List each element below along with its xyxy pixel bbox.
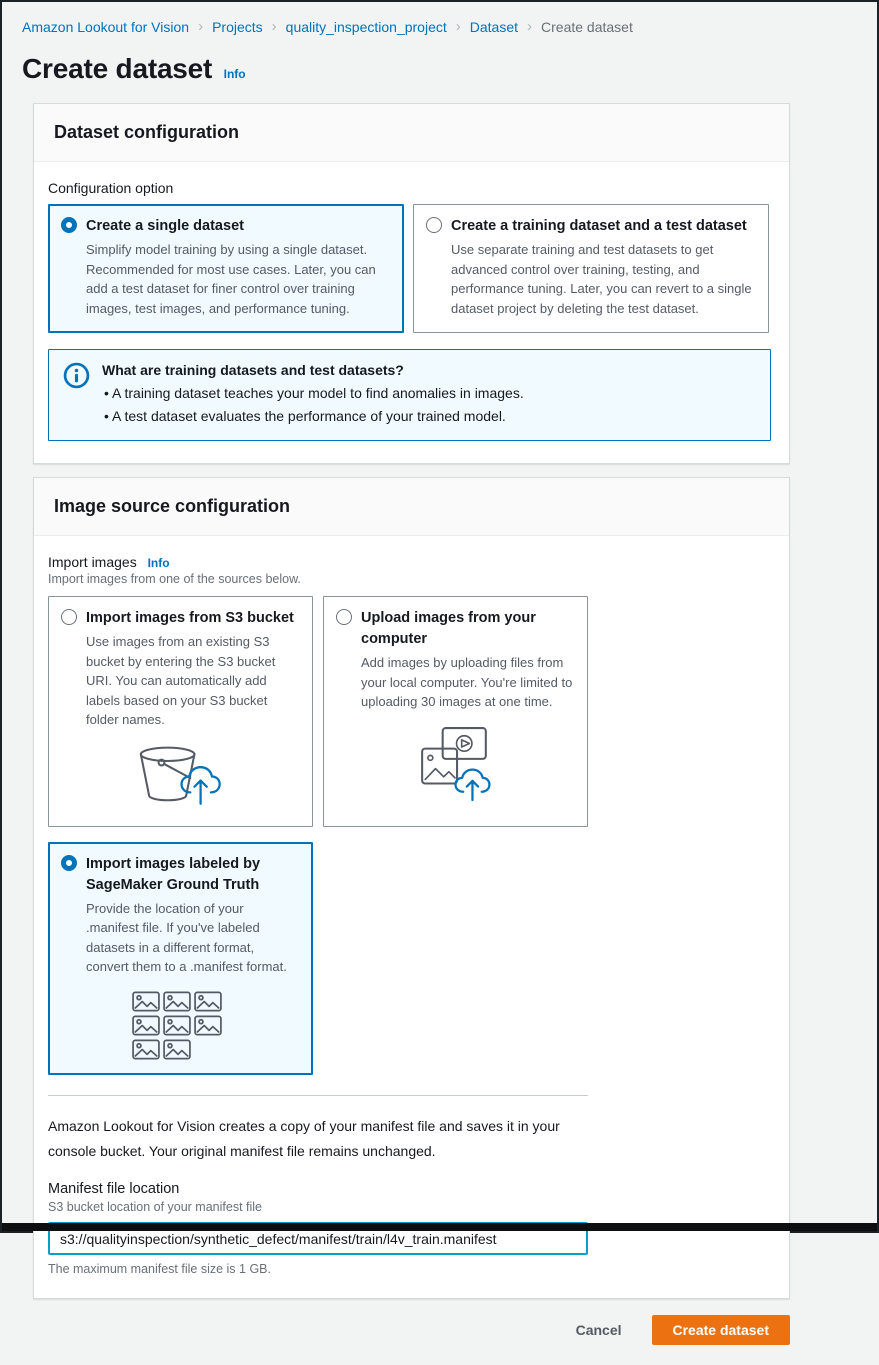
media-upload-icon bbox=[336, 726, 573, 802]
breadcrumb-separator-icon: › bbox=[271, 18, 277, 35]
breadcrumb-separator-icon: › bbox=[527, 18, 533, 35]
tile-title: Upload images from your computer bbox=[361, 610, 536, 648]
alert-bullet: • A training dataset teaches your model to find anomalies in images. bbox=[104, 385, 524, 401]
page-title-info-link[interactable]: Info bbox=[223, 67, 246, 81]
image-source-header bbox=[34, 478, 789, 536]
breadcrumb-link-dataset[interactable]: Dataset bbox=[469, 18, 519, 35]
tile-description: Simplify model training by using a single dataset. Recommended for most use cases. Later, you can add a test dataset for finer control over training images, test images, and performance tuning. bbox=[86, 242, 376, 316]
tile-description: Use images from an existing S3 bucket by entering the S3 bucket URI. You can automatically add labels based on your S3 bucket folder names. bbox=[86, 634, 276, 728]
image-source-panel bbox=[33, 477, 790, 1299]
datasets-info-alert bbox=[48, 349, 771, 441]
image-grid-icon bbox=[61, 991, 298, 1060]
alert-bullet: • A test dataset evaluates the performance of your trained model. bbox=[104, 408, 524, 424]
manifest-location-label: Manifest file location bbox=[48, 1181, 180, 1198]
manifest-size-hint: The maximum manifest file size is 1 GB. bbox=[48, 1262, 271, 1277]
breadcrumb-separator-icon: › bbox=[198, 18, 204, 35]
dataset-configuration-title: Dataset configuration bbox=[54, 122, 240, 142]
dataset-configuration-header bbox=[34, 104, 789, 162]
dataset-configuration-panel bbox=[33, 103, 790, 464]
tile-description: Provide the location of your .manifest file. If you've labeled datasets in a different format, convert them to a .manifest format. bbox=[86, 900, 287, 975]
tile-single-dataset[interactable] bbox=[48, 204, 404, 333]
s3-bucket-upload-icon bbox=[61, 744, 298, 812]
form-actions bbox=[22, 1315, 790, 1365]
configuration-option-label: Configuration option bbox=[48, 180, 174, 196]
import-s3-radio[interactable] bbox=[61, 609, 77, 625]
upload-computer-radio[interactable] bbox=[336, 609, 352, 625]
tile-title: Create a training dataset and a test dataset bbox=[451, 218, 747, 234]
image-source-title: Image source configuration bbox=[54, 496, 291, 517]
sagemaker-radio[interactable] bbox=[61, 855, 77, 871]
single-dataset-radio[interactable] bbox=[61, 217, 77, 233]
section-divider bbox=[48, 1095, 588, 1096]
page-title: Create dataset bbox=[22, 53, 213, 84]
import-images-description: Import images from one of the sources below. bbox=[48, 572, 301, 587]
tile-import-from-s3[interactable] bbox=[48, 596, 313, 827]
info-circle-icon bbox=[63, 362, 90, 389]
create-dataset-button[interactable]: Create dataset bbox=[652, 1315, 791, 1345]
manifest-location-description: S3 bucket location of your manifest file bbox=[48, 1200, 263, 1215]
import-images-label: Import images bbox=[48, 554, 137, 571]
breadcrumb-link-project[interactable]: quality_inspection_project bbox=[285, 18, 447, 35]
tile-upload-from-computer[interactable] bbox=[323, 596, 588, 827]
breadcrumb-link-projects[interactable]: Projects bbox=[212, 18, 263, 35]
tile-description: Add images by uploading files from your local computer. You're limited to uploading 30 images at one time. bbox=[361, 655, 573, 710]
breadcrumb bbox=[22, 18, 857, 35]
cancel-button[interactable]: Cancel bbox=[572, 1316, 626, 1344]
import-images-info-link[interactable]: Info bbox=[147, 556, 170, 571]
alert-bullet-list bbox=[102, 385, 524, 424]
tile-title: Import images labeled by SageMaker Ground Truth bbox=[86, 855, 261, 893]
tile-title: Import images from S3 bucket bbox=[86, 610, 294, 627]
manifest-copy-note: Amazon Lookout for Vision creates a copy of your manifest file and saves it in your console bucket. Your original manifest file remains unchanged. bbox=[48, 1117, 560, 1160]
tile-title: Create a single dataset bbox=[86, 218, 244, 234]
breadcrumb-current: Create dataset bbox=[541, 18, 633, 35]
train-test-dataset-radio[interactable] bbox=[426, 217, 442, 233]
tile-train-and-test-dataset[interactable] bbox=[413, 204, 769, 333]
breadcrumb-separator-icon: › bbox=[455, 18, 461, 35]
breadcrumb-link-service[interactable]: Amazon Lookout for Vision bbox=[22, 18, 190, 35]
alert-title: What are training datasets and test datasets? bbox=[102, 362, 404, 379]
tile-description: Use separate training and test datasets to get advanced control over training, testing, and performance tuning. Later, you can revert to a single dataset project by deleting the test dataset. bbox=[451, 242, 752, 316]
tile-sagemaker-ground-truth[interactable] bbox=[48, 842, 313, 1075]
window-bottom-bar bbox=[2, 1223, 877, 1231]
